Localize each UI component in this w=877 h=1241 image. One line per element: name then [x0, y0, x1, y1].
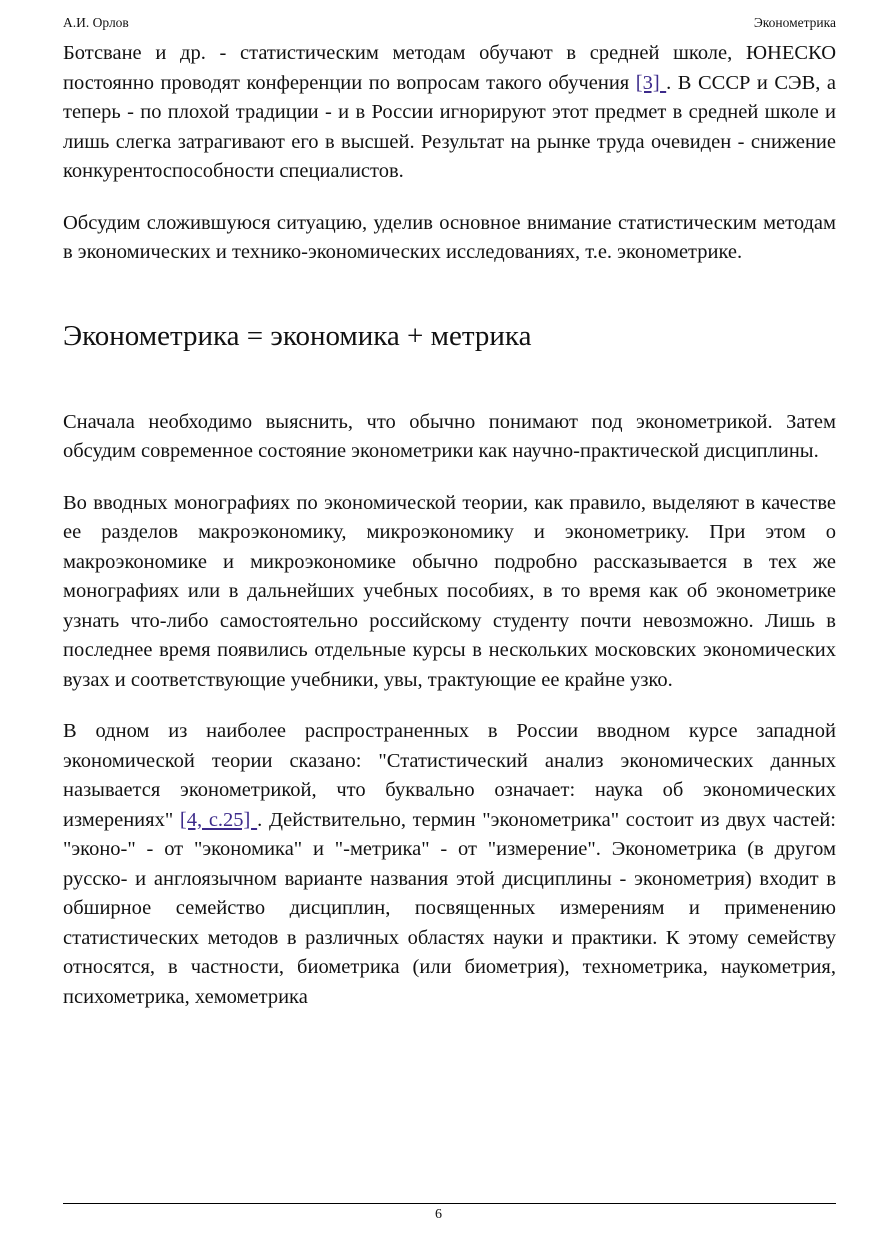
section-heading: Эконометрика = экономика + метрика — [63, 319, 532, 352]
paragraph-1 — [63, 39, 836, 187]
paragraph-5-text-b: . Действительно, термин "эконометрика" состоит из двух частей: "эконо-" - от "экономика" и "-метрика" - от "измерение". Эконометрика (в другом русско- и англоязычном варианте названия этой дисциплины - эконометрия) входит в обширное семейство дисциплин, посвященных измерениям и применению статистических методов в различных областях науки и практики. К этому семейству относятся, в частности, биометрика (или биометрия), технометрика, наукометрия, психометрика, хемометрика — [63, 808, 836, 1008]
page-body — [63, 39, 836, 1012]
paragraph-1-text-a: Ботсване и др. - статистическим методам обучают в средней школе, ЮНЕСКО постоянно проводят конференции по вопросам такого обучения — [63, 42, 836, 94]
reference-link-3[interactable]: [3] — [635, 71, 667, 94]
footer-divider — [63, 1203, 836, 1204]
paragraph-3: Сначала необходимо выяснить, что обычно понимают под эконометрикой. Затем обсудим современное состояние эконометрики как научно-практической дисциплины. — [63, 410, 836, 462]
page-number: 6 — [435, 1207, 442, 1222]
paragraph-5-text-a: В одном из наиболее распространенных в России вводном курсе западной экономической теории сказано: "Статистический анализ экономических данных называется эконометрикой, что буквально означает: наука об экономических измерениях" — [63, 720, 836, 831]
paragraph-4: Во вводных монографиях по экономической теории, как правило, выделяют в качестве ее разделов макроэкономику, микроэкономику и эконометрику. При этом о макроэкономике и микроэкономике обычно подробно рассказывается в тех же монографиях или в дальнейших учебных пособиях, в то время как об эконометрике узнать что-либо самостоятельно российскому студенту почти невозможно. Лишь в последнее время появились отдельные курсы в нескольких московских экономических вузах и соответствующие учебники, увы, трактующие ее крайне узко. — [63, 491, 836, 691]
reference-link-4[interactable]: [4, с.25] — [179, 808, 258, 831]
running-header — [63, 15, 836, 33]
paragraph-5 — [63, 717, 836, 1012]
paragraph-1-text-b: . В СССР и СЭВ, а теперь - по плохой традиции - и в России игнорируют этот предмет в средней школе и лишь слегка затрагивают его в высшей. Результат на рынке труда очевиден - снижение конкурентоспособности специалистов. — [63, 71, 836, 182]
header-author: А.И. Орлов — [63, 15, 129, 30]
header-title: Эконометрика — [753, 15, 836, 30]
paragraph-2: Обсудим сложившуюся ситуацию, уделив основное внимание статистическим методам в экономических и технико-экономических исследованиях, т.е. эконометрике. — [63, 211, 836, 263]
